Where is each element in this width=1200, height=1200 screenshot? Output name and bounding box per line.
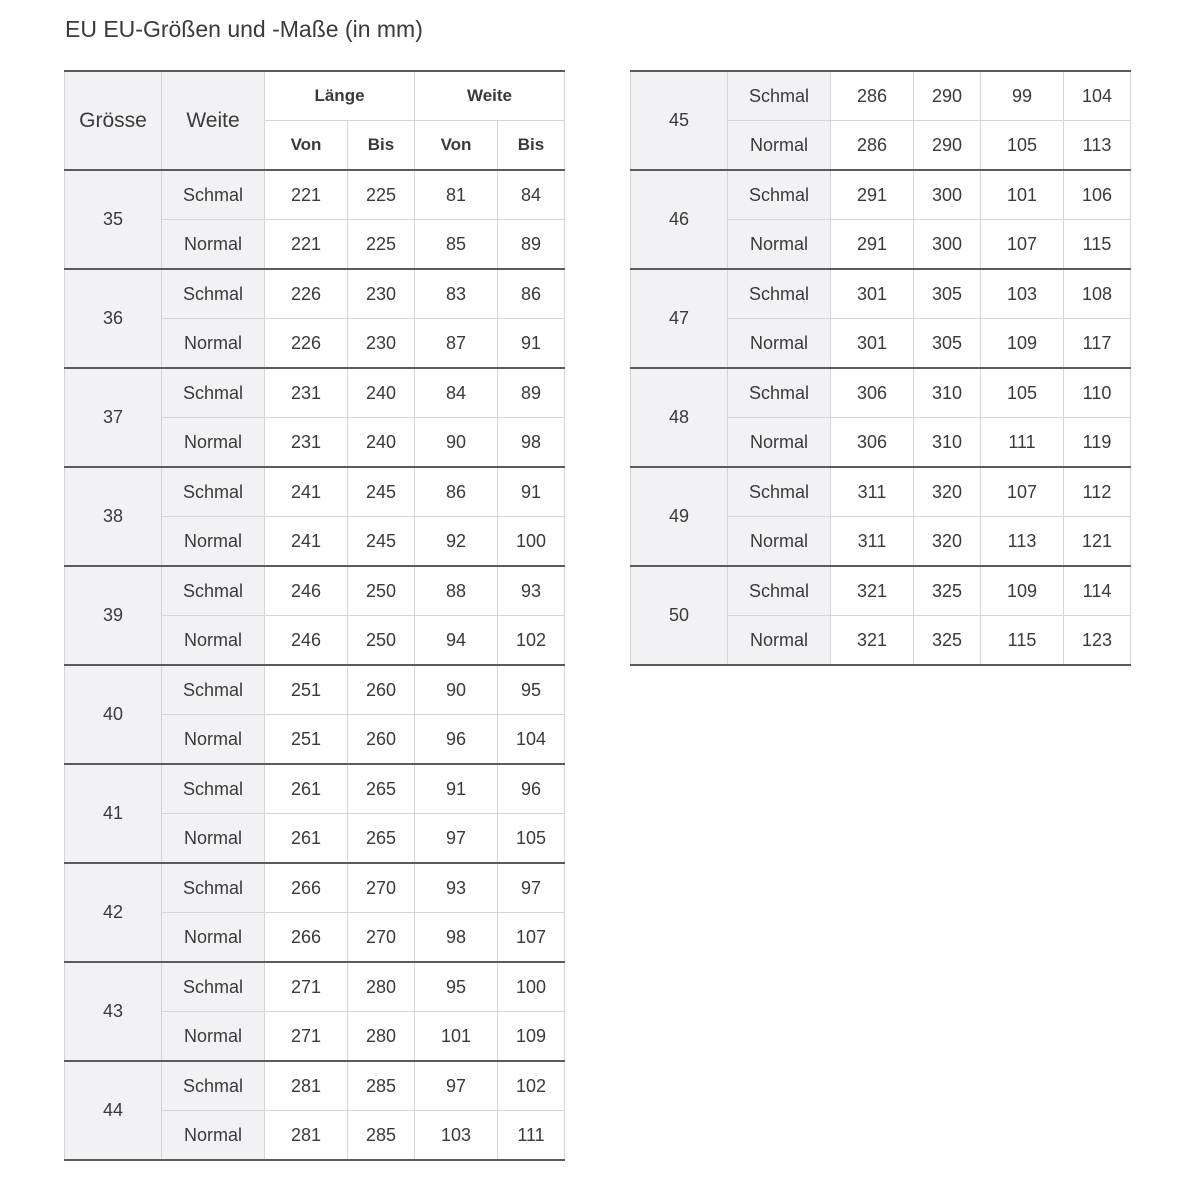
size-table-right-body [631, 71, 1131, 665]
laenge-von-cell: 226 [265, 269, 348, 319]
size-cell: 42 [65, 863, 162, 962]
width-cell: Normal [728, 517, 831, 567]
width-cell: Schmal [162, 962, 265, 1012]
width-cell: Schmal [162, 368, 265, 418]
laenge-bis-cell: 265 [348, 814, 415, 864]
laenge-bis-cell: 325 [914, 566, 981, 616]
weite-bis-cell: 91 [498, 319, 565, 369]
width-cell: Normal [162, 913, 265, 963]
width-cell: Normal [162, 1012, 265, 1062]
laenge-bis-cell: 280 [348, 962, 415, 1012]
laenge-bis-cell: 225 [348, 220, 415, 270]
size-cell: 49 [631, 467, 728, 566]
width-cell: Schmal [728, 170, 831, 220]
width-cell: Schmal [162, 467, 265, 517]
weite-von-cell: 90 [415, 418, 498, 468]
table-row [65, 863, 565, 913]
laenge-von-cell: 281 [265, 1111, 348, 1161]
size-table-right [630, 70, 1131, 666]
weite-von-cell: 115 [981, 616, 1064, 666]
laenge-bis-cell: 285 [348, 1111, 415, 1161]
size-cell: 45 [631, 71, 728, 170]
weite-von-cell: 91 [415, 764, 498, 814]
weite-bis-cell: 112 [1064, 467, 1131, 517]
laenge-von-cell: 251 [265, 665, 348, 715]
weite-bis-cell: 105 [498, 814, 565, 864]
size-cell: 41 [65, 764, 162, 863]
laenge-bis-cell: 290 [914, 71, 981, 121]
weite-von-cell: 90 [415, 665, 498, 715]
laenge-von-cell: 321 [831, 616, 914, 666]
header-laenge: Länge [265, 71, 415, 121]
weite-von-cell: 96 [415, 715, 498, 765]
weite-von-cell: 107 [981, 467, 1064, 517]
weite-bis-cell: 111 [498, 1111, 565, 1161]
width-cell: Schmal [728, 368, 831, 418]
laenge-von-cell: 271 [265, 962, 348, 1012]
weite-von-cell: 103 [981, 269, 1064, 319]
weite-von-cell: 84 [415, 368, 498, 418]
weite-von-cell: 97 [415, 814, 498, 864]
header-weite-group: Weite [415, 71, 565, 121]
header-laenge-bis: Bis [348, 121, 415, 171]
width-cell: Schmal [728, 467, 831, 517]
laenge-bis-cell: 305 [914, 319, 981, 369]
width-cell: Schmal [728, 71, 831, 121]
width-cell: Normal [162, 1111, 265, 1161]
weite-von-cell: 97 [415, 1061, 498, 1111]
weite-von-cell: 88 [415, 566, 498, 616]
laenge-von-cell: 241 [265, 517, 348, 567]
width-cell: Normal [728, 121, 831, 171]
weite-bis-cell: 113 [1064, 121, 1131, 171]
laenge-von-cell: 306 [831, 418, 914, 468]
weite-von-cell: 92 [415, 517, 498, 567]
size-cell: 35 [65, 170, 162, 269]
weite-von-cell: 109 [981, 319, 1064, 369]
table-row [631, 368, 1131, 418]
width-cell: Normal [162, 220, 265, 270]
laenge-bis-cell: 240 [348, 418, 415, 468]
width-cell: Normal [162, 616, 265, 666]
laenge-bis-cell: 300 [914, 220, 981, 270]
laenge-bis-cell: 285 [348, 1061, 415, 1111]
table-row [631, 566, 1131, 616]
width-cell: Schmal [162, 764, 265, 814]
size-cell: 46 [631, 170, 728, 269]
size-cell: 38 [65, 467, 162, 566]
laenge-von-cell: 251 [265, 715, 348, 765]
laenge-von-cell: 271 [265, 1012, 348, 1062]
laenge-von-cell: 231 [265, 418, 348, 468]
size-cell: 48 [631, 368, 728, 467]
header-weite-von: Von [415, 121, 498, 171]
laenge-von-cell: 246 [265, 566, 348, 616]
table-row [65, 665, 565, 715]
weite-bis-cell: 95 [498, 665, 565, 715]
width-cell: Schmal [162, 269, 265, 319]
laenge-bis-cell: 300 [914, 170, 981, 220]
weite-von-cell: 98 [415, 913, 498, 963]
table-row [631, 467, 1131, 517]
laenge-bis-cell: 260 [348, 665, 415, 715]
weite-von-cell: 113 [981, 517, 1064, 567]
laenge-von-cell: 321 [831, 566, 914, 616]
size-table-left [64, 70, 565, 1161]
laenge-bis-cell: 270 [348, 863, 415, 913]
weite-von-cell: 99 [981, 71, 1064, 121]
laenge-bis-cell: 280 [348, 1012, 415, 1062]
weite-bis-cell: 89 [498, 368, 565, 418]
laenge-bis-cell: 265 [348, 764, 415, 814]
weite-von-cell: 94 [415, 616, 498, 666]
page-title: EU EU-Größen und -Maße (in mm) [65, 16, 423, 42]
width-cell: Normal [728, 220, 831, 270]
width-cell: Normal [162, 319, 265, 369]
laenge-von-cell: 246 [265, 616, 348, 666]
laenge-bis-cell: 310 [914, 368, 981, 418]
laenge-bis-cell: 250 [348, 566, 415, 616]
laenge-bis-cell: 320 [914, 517, 981, 567]
weite-bis-cell: 100 [498, 517, 565, 567]
weite-bis-cell: 102 [498, 616, 565, 666]
laenge-von-cell: 286 [831, 121, 914, 171]
table-row [65, 764, 565, 814]
laenge-von-cell: 281 [265, 1061, 348, 1111]
table-row [65, 1061, 565, 1111]
table-row [631, 269, 1131, 319]
weite-bis-cell: 114 [1064, 566, 1131, 616]
size-table-left-body [65, 170, 565, 1160]
laenge-bis-cell: 270 [348, 913, 415, 963]
weite-bis-cell: 96 [498, 764, 565, 814]
laenge-bis-cell: 310 [914, 418, 981, 468]
header-weite-bis: Bis [498, 121, 565, 171]
weite-bis-cell: 100 [498, 962, 565, 1012]
weite-bis-cell: 117 [1064, 319, 1131, 369]
weite-bis-cell: 104 [1064, 71, 1131, 121]
header-weite: Weite [162, 71, 265, 170]
laenge-von-cell: 266 [265, 913, 348, 963]
laenge-bis-cell: 225 [348, 170, 415, 220]
weite-von-cell: 87 [415, 319, 498, 369]
weite-von-cell: 105 [981, 368, 1064, 418]
size-cell: 50 [631, 566, 728, 665]
laenge-von-cell: 301 [831, 269, 914, 319]
laenge-bis-cell: 260 [348, 715, 415, 765]
width-cell: Normal [728, 319, 831, 369]
weite-bis-cell: 104 [498, 715, 565, 765]
weite-von-cell: 101 [981, 170, 1064, 220]
laenge-von-cell: 261 [265, 814, 348, 864]
table-row [65, 269, 565, 319]
weite-bis-cell: 115 [1064, 220, 1131, 270]
laenge-von-cell: 266 [265, 863, 348, 913]
size-cell: 43 [65, 962, 162, 1061]
size-cell: 37 [65, 368, 162, 467]
laenge-bis-cell: 325 [914, 616, 981, 666]
table-row [65, 170, 565, 220]
laenge-von-cell: 306 [831, 368, 914, 418]
header-row-top [65, 71, 565, 121]
width-cell: Normal [728, 616, 831, 666]
laenge-von-cell: 311 [831, 517, 914, 567]
weite-bis-cell: 110 [1064, 368, 1131, 418]
laenge-bis-cell: 230 [348, 269, 415, 319]
width-cell: Schmal [162, 1061, 265, 1111]
laenge-bis-cell: 290 [914, 121, 981, 171]
weite-bis-cell: 107 [498, 913, 565, 963]
laenge-bis-cell: 245 [348, 467, 415, 517]
weite-bis-cell: 119 [1064, 418, 1131, 468]
width-cell: Schmal [162, 170, 265, 220]
laenge-von-cell: 231 [265, 368, 348, 418]
width-cell: Normal [162, 715, 265, 765]
header-laenge-von: Von [265, 121, 348, 171]
table-row [65, 368, 565, 418]
width-cell: Schmal [162, 863, 265, 913]
width-cell: Schmal [162, 566, 265, 616]
laenge-bis-cell: 245 [348, 517, 415, 567]
laenge-von-cell: 291 [831, 170, 914, 220]
width-cell: Schmal [728, 566, 831, 616]
laenge-bis-cell: 240 [348, 368, 415, 418]
laenge-von-cell: 301 [831, 319, 914, 369]
weite-bis-cell: 91 [498, 467, 565, 517]
width-cell: Normal [162, 418, 265, 468]
weite-von-cell: 83 [415, 269, 498, 319]
width-cell: Schmal [162, 665, 265, 715]
weite-von-cell: 101 [415, 1012, 498, 1062]
weite-von-cell: 105 [981, 121, 1064, 171]
weite-bis-cell: 89 [498, 220, 565, 270]
table-row [65, 962, 565, 1012]
weite-bis-cell: 98 [498, 418, 565, 468]
laenge-bis-cell: 250 [348, 616, 415, 666]
weite-bis-cell: 102 [498, 1061, 565, 1111]
weite-von-cell: 85 [415, 220, 498, 270]
laenge-von-cell: 261 [265, 764, 348, 814]
weite-von-cell: 109 [981, 566, 1064, 616]
laenge-bis-cell: 305 [914, 269, 981, 319]
laenge-von-cell: 291 [831, 220, 914, 270]
size-cell: 39 [65, 566, 162, 665]
weite-von-cell: 93 [415, 863, 498, 913]
width-cell: Normal [728, 418, 831, 468]
size-cell: 40 [65, 665, 162, 764]
weite-bis-cell: 109 [498, 1012, 565, 1062]
laenge-von-cell: 221 [265, 220, 348, 270]
table-row [631, 170, 1131, 220]
weite-bis-cell: 123 [1064, 616, 1131, 666]
weite-von-cell: 81 [415, 170, 498, 220]
size-cell: 47 [631, 269, 728, 368]
table-row [65, 467, 565, 517]
size-cell: 36 [65, 269, 162, 368]
width-cell: Normal [162, 517, 265, 567]
laenge-bis-cell: 320 [914, 467, 981, 517]
weite-bis-cell: 86 [498, 269, 565, 319]
laenge-von-cell: 241 [265, 467, 348, 517]
weite-bis-cell: 121 [1064, 517, 1131, 567]
laenge-von-cell: 311 [831, 467, 914, 517]
weite-bis-cell: 93 [498, 566, 565, 616]
weite-von-cell: 95 [415, 962, 498, 1012]
weite-von-cell: 103 [415, 1111, 498, 1161]
weite-bis-cell: 84 [498, 170, 565, 220]
weite-bis-cell: 106 [1064, 170, 1131, 220]
header-groesse: Grösse [65, 71, 162, 170]
width-cell: Schmal [728, 269, 831, 319]
weite-von-cell: 107 [981, 220, 1064, 270]
weite-bis-cell: 108 [1064, 269, 1131, 319]
laenge-von-cell: 226 [265, 319, 348, 369]
laenge-von-cell: 221 [265, 170, 348, 220]
size-cell: 44 [65, 1061, 162, 1160]
width-cell: Normal [162, 814, 265, 864]
table-row [65, 566, 565, 616]
weite-bis-cell: 97 [498, 863, 565, 913]
laenge-von-cell: 286 [831, 71, 914, 121]
weite-von-cell: 111 [981, 418, 1064, 468]
table-row [631, 71, 1131, 121]
weite-von-cell: 86 [415, 467, 498, 517]
laenge-bis-cell: 230 [348, 319, 415, 369]
